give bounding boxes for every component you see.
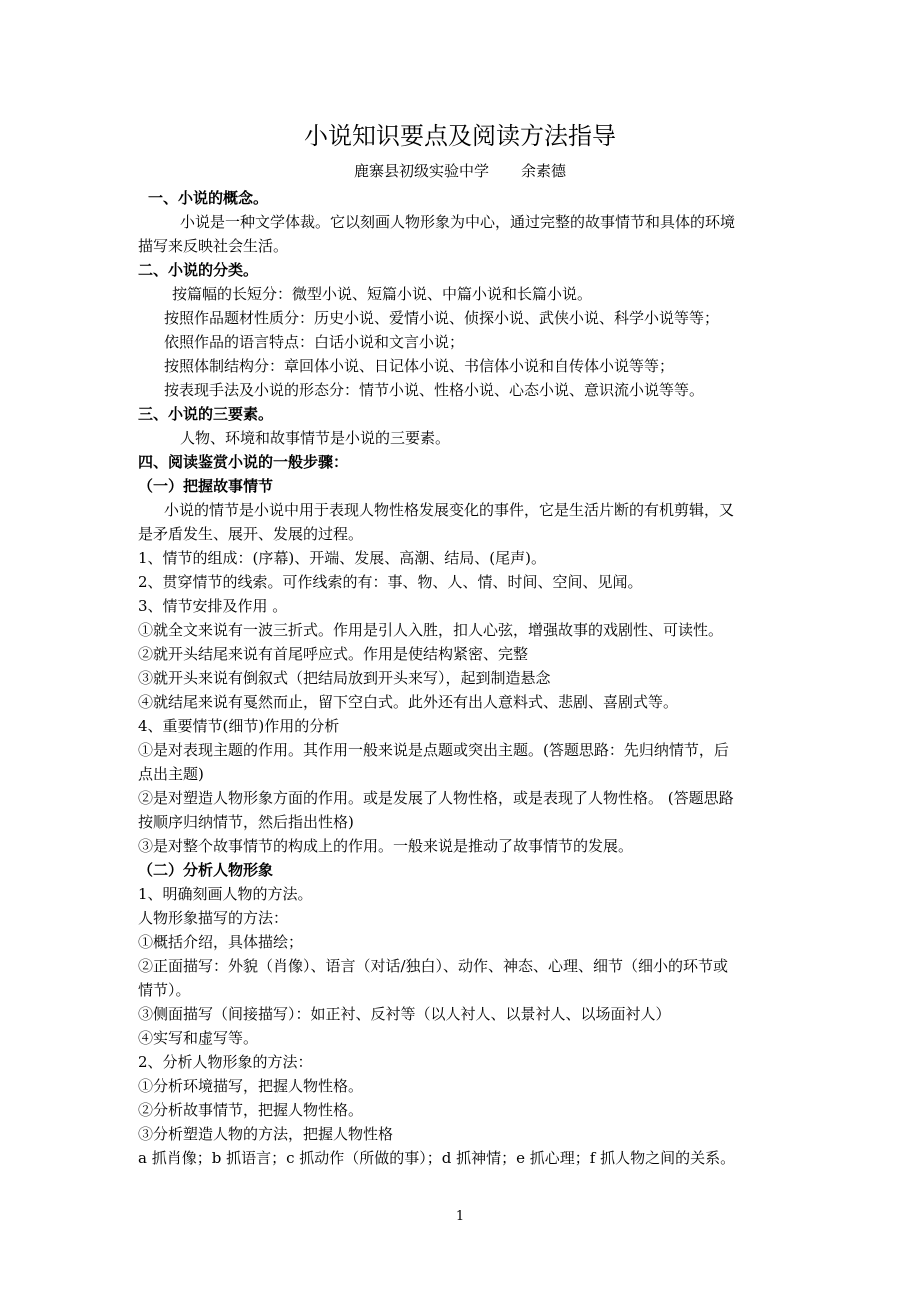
list-item: 1、情节的组成：(序幕)、开端、发展、高潮、结局、(尾声)。: [138, 549, 546, 567]
paragraph-line: 小说的情节是小说中用于表现人物性格发展变化的事件，它是生活片断的有机剪辑，又: [164, 501, 735, 519]
section-heading-4: 四、阅读鉴赏小说的一般步骤：: [138, 453, 349, 471]
paragraph-line: 人物形象描写的方法：: [138, 909, 289, 927]
list-item: ③是对整个故事情节的构成上的作用。一般来说是推动了故事情节的发展。: [138, 837, 634, 855]
paragraph-line: 人物、环境和故事情节是小说的三要素。: [180, 429, 451, 447]
list-item: ③分析塑造人物的方法，把握人物性格: [138, 1125, 394, 1143]
paragraph-line: 情节）。: [138, 981, 191, 999]
subsection-heading-2: （二）分析人物形象: [138, 861, 274, 879]
paragraph-line: 按篇幅的长短分：微型小说、短篇小说、中篇小说和长篇小说。: [172, 285, 593, 303]
paragraph-line: 按照体制结构分：章回体小说、日记体小说、书信体小说和自传体小说等等；: [164, 357, 675, 375]
list-item: ②分析故事情节，把握人物性格。: [138, 1101, 364, 1119]
list-item: ①概括介绍，具体描绘；: [138, 933, 304, 951]
paragraph-line: 是矛盾发生、展开、发展的过程。: [138, 525, 364, 543]
paragraph-line: 描写来反映社会生活。: [138, 237, 289, 255]
list-item: ①分析环境描写，把握人物性格。: [138, 1077, 364, 1095]
list-item: 2、分析人物形象的方法：: [138, 1053, 313, 1071]
subsection-heading-1: （一）把握故事情节: [138, 477, 274, 495]
paragraph-line: 按顺序归纳情节，然后指出性格): [138, 813, 354, 831]
list-item: a 抓肖像；b 抓语言；c 抓动作（所做的事）；d 抓神情；e 抓心理；f 抓人物之间的关系。: [138, 1149, 736, 1167]
list-item: 1、明确刻画人物的方法。: [138, 885, 313, 903]
section-heading-2: 二、小说的分类。: [138, 261, 259, 279]
paragraph-line: 依照作品的语言特点：白话小说和文言小说；: [164, 333, 465, 351]
paragraph-line: 按表现手法及小说的形态分：情节小说、性格小说、心态小说、意识流小说等等。: [164, 381, 705, 399]
list-item: ①就全文来说有一波三折式。作用是引人入胜，扣人心弦，增强故事的戏剧性、可读性。: [138, 621, 724, 639]
author-line: [0, 160, 920, 182]
list-item: ③侧面描写（间接描写）：如正衬、反衬等（以人衬人、以景衬人、以场面衬人）: [138, 1005, 671, 1023]
section-heading-1: 一、小说的概念。: [148, 189, 269, 207]
list-item: ②就开头结尾来说有首尾呼应式。作用是使结构紧密、完整: [138, 645, 529, 663]
list-item: 2、贯穿情节的线索。可作线索的有：事、物、人、情、时间、空间、见闻。: [138, 573, 643, 591]
page-title: 小说知识要点及阅读方法指导: [304, 122, 616, 150]
list-item: ①是对表现主题的作用。其作用一般来说是点题或突出主题。(答题思路：先归纳情节，后: [138, 741, 729, 759]
school-name: 鹿寨县初级实验中学: [353, 162, 489, 180]
list-item: 3、情节安排及作用 。: [138, 597, 288, 615]
list-item: ④实写和虚写等。: [138, 1029, 259, 1047]
page-number: 1: [455, 1209, 465, 1224]
list-item: 4、重要情节(细节)作用的分析: [138, 717, 340, 735]
section-heading-3: 三、小说的三要素。: [138, 405, 274, 423]
paragraph-line: 按照作品题材性质分：历史小说、爱情小说、侦探小说、武侠小说、科学小说等等；: [164, 309, 720, 327]
paragraph-line: 点出主题): [138, 765, 204, 783]
list-item: ④就结尾来说有戛然而止，留下空白式。此外还有出人意料式、悲剧、喜剧式等。: [138, 693, 679, 711]
list-item: ②是对塑造人物形象方面的作用。或是发展了人物性格，或是表现了人物性格。 (答题思路: [138, 789, 734, 807]
list-item: ③就开头来说有倒叙式（把结局放到开头来写），起到制造悬念: [138, 669, 551, 687]
list-item: ②正面描写：外貌（肖像）、语言（对话/独白）、动作、神态、心理、细节（细小的环节或: [138, 957, 729, 975]
paragraph-line: 小说是一种文学体裁。它以刻画人物形象为中心，通过完整的故事情节和具体的环境: [180, 213, 736, 231]
author-name: 余素德: [521, 162, 567, 180]
